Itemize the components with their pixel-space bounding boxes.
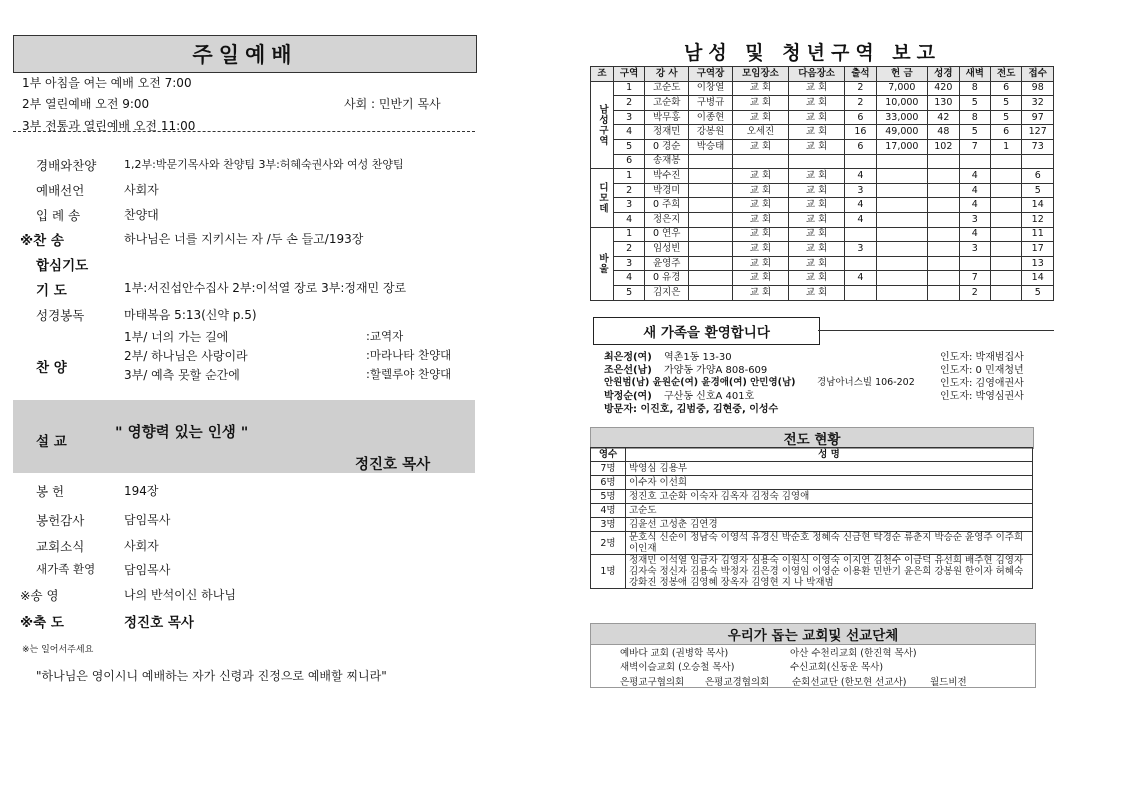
table-cell: 6명 — [591, 476, 626, 490]
report-header: 출석 — [845, 67, 876, 82]
order-value: 1부:서진섭안수집사 2부:이석열 장로 3부:정재민 장로 — [124, 281, 407, 295]
table-cell: 2 — [613, 183, 644, 198]
table-cell: 4 — [959, 227, 990, 242]
welcome-title: 새 가족을 환영합니다 — [593, 317, 820, 345]
district-report-table — [590, 66, 1054, 301]
table-cell: 송재봉 — [645, 154, 689, 169]
table-cell: 3 — [613, 256, 644, 271]
table-header: 영수 — [591, 448, 626, 462]
order-value: 하나님은 너를 지키시는 자 /두 손 들고/193장 — [124, 232, 364, 246]
church-item: 순회선교단 (한모현 선교사) — [792, 677, 907, 688]
table-cell: 1명 — [591, 555, 626, 589]
table-cell — [990, 154, 1021, 169]
table-cell: 1 — [613, 227, 644, 242]
table-cell: 7 — [959, 271, 990, 286]
table-cell — [928, 198, 959, 213]
table-cell — [959, 154, 990, 169]
order-label: 입 례 송 — [36, 208, 81, 223]
table-cell: 14 — [1022, 271, 1054, 286]
table-cell — [689, 285, 733, 300]
order-label: ※송 영 — [20, 588, 59, 603]
table-cell: 정은지 — [645, 212, 689, 227]
table-cell — [990, 242, 1021, 257]
table-cell — [990, 285, 1021, 300]
table-cell: 6 — [990, 81, 1021, 96]
report-header: 강 사 — [645, 67, 689, 82]
group-name: 바울 — [591, 227, 614, 300]
table-cell: 교 회 — [789, 110, 845, 125]
table-cell: 127 — [1022, 125, 1054, 140]
report-header: 다음장소 — [789, 67, 845, 82]
table-cell — [732, 154, 788, 169]
table-cell — [876, 212, 927, 227]
report-header: 새벽 — [959, 67, 990, 82]
table-cell: 0 주희 — [645, 198, 689, 213]
table-cell: 97 — [1022, 110, 1054, 125]
visitors: 방문자: 이진호, 김범중, 김현중, 이성수 — [604, 404, 779, 415]
table-cell — [689, 212, 733, 227]
table-row — [591, 125, 1054, 140]
table-row — [591, 448, 1033, 462]
table-cell — [1022, 154, 1054, 169]
table-row — [591, 518, 1033, 532]
table-cell: 48 — [928, 125, 959, 140]
order-value: 1,2부:박문기목사와 찬양팀 3부:허혜숙권사와 여성 찬양팀 — [124, 158, 404, 171]
table-cell — [990, 198, 1021, 213]
table-cell: 정재민 — [645, 125, 689, 140]
report-header: 구역장 — [689, 67, 733, 82]
newcomer-guide: 인도자: 박영심권사 — [940, 391, 1024, 402]
order-value: 나의 반석이신 하나님 — [124, 588, 236, 602]
table-cell: 17,000 — [876, 139, 927, 154]
table-cell: 420 — [928, 81, 959, 96]
table-cell — [928, 154, 959, 169]
table-cell — [990, 256, 1021, 271]
order-label: 봉 헌 — [36, 484, 65, 499]
order-label: 기 도 — [36, 283, 67, 299]
table-row — [591, 462, 1033, 476]
table-cell: 3 — [959, 212, 990, 227]
table-cell — [689, 256, 733, 271]
table-cell: 5 — [959, 125, 990, 140]
table-cell: 3 — [613, 110, 644, 125]
report-header: 접수 — [1022, 67, 1054, 82]
order-label: 예배선언 — [36, 183, 85, 198]
sermon-label: 설 교 — [36, 434, 67, 450]
table-cell: 5 — [990, 110, 1021, 125]
table-row — [591, 139, 1054, 154]
table-cell: 김윤선 고성춘 김연경 — [626, 518, 1033, 532]
order-value: 정진호 목사 — [124, 615, 194, 631]
praise-label: 찬 양 — [36, 360, 67, 376]
table-cell: 0 경순 — [645, 139, 689, 154]
table-cell: 8 — [959, 81, 990, 96]
table-cell — [990, 212, 1021, 227]
church-item: 은평교경협의회 — [705, 677, 770, 688]
table-cell — [928, 183, 959, 198]
table-cell: 0 연우 — [645, 227, 689, 242]
table-cell: 교 회 — [732, 96, 788, 111]
table-cell — [876, 256, 927, 271]
order-label: 교회소식 — [36, 539, 85, 554]
table-cell — [876, 227, 927, 242]
table-cell: 정진호 고순화 이숙자 김옥자 김정숙 김영애 — [626, 490, 1033, 504]
table-cell: 4 — [845, 198, 876, 213]
table-cell: 교 회 — [732, 139, 788, 154]
table-cell: 7명 — [591, 462, 626, 476]
table-cell: 고순도 — [645, 81, 689, 96]
table-cell: 윤영주 — [645, 256, 689, 271]
table-cell — [928, 256, 959, 271]
church-item: 아산 수천리교회 (한진혁 목사) — [790, 648, 917, 659]
worship-title: 주일예배 — [13, 35, 477, 73]
stand-note: ※는 일어서주세요 — [22, 645, 94, 655]
table-cell — [876, 198, 927, 213]
table-cell: 3명 — [591, 518, 626, 532]
order-value: 마태복음 5:13(신약 p.5) — [124, 308, 257, 322]
table-cell: 4 — [845, 212, 876, 227]
group-name: 남성구역 — [591, 81, 614, 169]
table-cell — [689, 271, 733, 286]
table-row — [591, 212, 1054, 227]
table-cell: 32 — [1022, 96, 1054, 111]
table-cell: 6 — [1022, 169, 1054, 184]
table-cell: 박무홍 — [645, 110, 689, 125]
table-row — [591, 285, 1054, 300]
table-cell: 2 — [959, 285, 990, 300]
table-cell: 2 — [613, 96, 644, 111]
table-row — [591, 227, 1054, 242]
newcomer-guide: 인도자: 0 민재청년 — [940, 365, 1024, 376]
supported-churches-title: 우리가 돕는 교회및 선교단체 — [590, 623, 1036, 645]
newcomer-address: 가양동 가양A 808-609 — [664, 365, 768, 376]
evangelism-table — [590, 447, 1033, 589]
order-value: 사회자 — [124, 183, 159, 197]
order-value: 찬양대 — [124, 208, 159, 222]
table-cell: 교 회 — [789, 183, 845, 198]
table-cell: 교 회 — [732, 198, 788, 213]
table-cell — [876, 242, 927, 257]
welcome-rule — [818, 330, 1054, 331]
preacher: 정진호 목사 — [355, 457, 431, 473]
report-header: 성경 — [928, 67, 959, 82]
report-header: 조 — [591, 67, 614, 82]
table-cell: 4 — [613, 271, 644, 286]
table-cell: 4 — [959, 183, 990, 198]
table-cell: 박수진 — [645, 169, 689, 184]
table-cell: 교 회 — [732, 169, 788, 184]
table-row — [591, 476, 1033, 490]
order-value: 사회자 — [124, 539, 159, 553]
table-cell: 3 — [613, 198, 644, 213]
praise-song: 2부/ 하나님은 사랑이라 — [124, 349, 248, 363]
table-cell: 4 — [613, 125, 644, 140]
table-cell — [845, 285, 876, 300]
table-cell — [845, 256, 876, 271]
table-row — [591, 110, 1054, 125]
order-value: 담임목사 — [124, 563, 171, 577]
table-cell: 4 — [959, 198, 990, 213]
table-cell — [845, 227, 876, 242]
praise-song: 3부/ 예측 못할 순간에 — [124, 368, 240, 382]
table-cell — [689, 242, 733, 257]
praise-by: :할렐루야 찬양대 — [366, 367, 452, 381]
table-cell: 0 유경 — [645, 271, 689, 286]
table-cell: 오세진 — [732, 125, 788, 140]
table-cell — [928, 227, 959, 242]
table-cell: 6 — [845, 110, 876, 125]
table-cell: 5 — [1022, 285, 1054, 300]
table-cell: 3 — [845, 183, 876, 198]
table-cell: 교 회 — [732, 110, 788, 125]
table-cell — [876, 169, 927, 184]
evangelism-title: 전도 현황 — [590, 427, 1034, 449]
table-cell — [845, 154, 876, 169]
table-cell — [928, 242, 959, 257]
service-3: 3부 전통과 열린예배 오전 11:00 — [22, 119, 196, 133]
table-cell: 5 — [990, 96, 1021, 111]
table-header: 성 명 — [626, 448, 1033, 462]
table-row — [591, 504, 1033, 518]
order-label: 봉헌감사 — [36, 513, 85, 528]
table-cell: 6 — [613, 154, 644, 169]
bible-verse: "하나님은 영이시니 예배하는 자가 신령과 진정으로 예배할 찌니라" — [36, 669, 387, 683]
order-label: ※찬 송 — [20, 233, 64, 249]
table-row — [591, 154, 1054, 169]
table-cell: 102 — [928, 139, 959, 154]
table-cell — [928, 271, 959, 286]
newcomer-guide: 인도자: 김영애권사 — [940, 378, 1024, 389]
table-row — [591, 242, 1054, 257]
table-cell: 박경미 — [645, 183, 689, 198]
table-cell: 98 — [1022, 81, 1054, 96]
table-cell: 7 — [959, 139, 990, 154]
church-item: 새벽이슬교회 (오승철 목사) — [620, 662, 735, 673]
table-cell — [689, 198, 733, 213]
table-row — [591, 555, 1033, 589]
table-cell: 2 — [845, 96, 876, 111]
table-cell: 교 회 — [789, 125, 845, 140]
table-cell: 3 — [959, 242, 990, 257]
table-cell: 11 — [1022, 227, 1054, 242]
table-cell: 4 — [845, 169, 876, 184]
church-item: 은평교구협의회 — [620, 677, 685, 688]
table-cell: 교 회 — [732, 81, 788, 96]
table-cell: 교 회 — [789, 227, 845, 242]
table-cell — [990, 227, 1021, 242]
table-cell: 강봉원 — [689, 125, 733, 140]
church-item: 예바다 교회 (권병학 목사) — [620, 648, 729, 659]
table-cell: 2명 — [591, 532, 626, 555]
table-cell: 2 — [845, 81, 876, 96]
table-cell: 4 — [959, 169, 990, 184]
sermon-title: " 영향력 있는 인생 " — [115, 425, 249, 441]
service-1: 1부 아침을 여는 예배 오전 7:00 — [22, 76, 192, 90]
table-cell: 1 — [613, 169, 644, 184]
table-cell: 고순도 — [626, 504, 1033, 518]
table-cell — [689, 183, 733, 198]
table-cell: 1 — [613, 81, 644, 96]
table-cell: 14 — [1022, 198, 1054, 213]
table-cell: 16 — [845, 125, 876, 140]
table-cell: 교 회 — [789, 271, 845, 286]
table-cell — [876, 154, 927, 169]
table-cell: 5 — [613, 285, 644, 300]
table-cell — [928, 285, 959, 300]
table-cell: 교 회 — [732, 271, 788, 286]
table-cell — [876, 183, 927, 198]
table-row — [591, 256, 1054, 271]
table-row — [591, 490, 1033, 504]
newcomer-address: 경남아너스빌 106-202 — [817, 377, 915, 388]
service-leader: 사회 : 민반기 목사 — [344, 97, 441, 111]
table-cell: 교 회 — [732, 242, 788, 257]
table-cell: 교 회 — [789, 242, 845, 257]
report-header: 헌 금 — [876, 67, 927, 82]
table-cell: 4명 — [591, 504, 626, 518]
order-label: 합심기도 — [36, 258, 89, 274]
table-cell: 임성빈 — [645, 242, 689, 257]
service-2: 2부 열린예배 오전 9:00 — [22, 97, 150, 111]
table-cell: 7,000 — [876, 81, 927, 96]
table-row — [591, 169, 1054, 184]
table-cell: 교 회 — [732, 227, 788, 242]
newcomer-name: 최은정(여) — [604, 352, 652, 363]
table-cell: 교 회 — [789, 96, 845, 111]
table-cell: 김지은 — [645, 285, 689, 300]
table-cell: 1 — [990, 139, 1021, 154]
table-cell: 4 — [845, 271, 876, 286]
table-cell: 고순화 — [645, 96, 689, 111]
table-cell — [689, 169, 733, 184]
table-row — [591, 183, 1054, 198]
newcomer-guide: 인도자: 박재범집사 — [940, 352, 1024, 363]
table-row — [591, 198, 1054, 213]
table-cell — [928, 169, 959, 184]
table-cell: 13 — [1022, 256, 1054, 271]
table-cell: 교 회 — [732, 183, 788, 198]
table-cell: 이창열 — [689, 81, 733, 96]
table-cell: 5 — [959, 96, 990, 111]
table-cell: 교 회 — [789, 139, 845, 154]
table-cell: 교 회 — [732, 212, 788, 227]
newcomer-address: 구산동 신호A 401호 — [664, 391, 755, 402]
praise-by: :교역자 — [366, 329, 404, 343]
table-row — [591, 96, 1054, 111]
table-cell: 교 회 — [789, 81, 845, 96]
order-value: 194장 — [124, 484, 159, 498]
table-cell: 박영심 김용부 — [626, 462, 1033, 476]
table-cell — [789, 154, 845, 169]
newcomer-name: 안원범(남) 윤원순(여) 윤경애(여) 안민영(남) — [604, 377, 796, 388]
praise-song: 1부/ 너의 가는 길에 — [124, 330, 229, 344]
order-label: 성경봉독 — [36, 308, 85, 323]
table-row — [591, 81, 1054, 96]
report-header: 구역 — [613, 67, 644, 82]
table-cell: 6 — [845, 139, 876, 154]
table-cell — [990, 169, 1021, 184]
table-cell — [876, 271, 927, 286]
order-value: 담임목사 — [124, 513, 171, 527]
table-cell: 6 — [990, 125, 1021, 140]
table-cell — [689, 227, 733, 242]
table-cell: 42 — [928, 110, 959, 125]
order-label: 새가족 환영 — [36, 562, 96, 576]
table-cell — [990, 271, 1021, 286]
table-cell: 교 회 — [732, 285, 788, 300]
table-cell — [928, 212, 959, 227]
table-cell: 교 회 — [789, 212, 845, 227]
table-cell: 문호식 신순이 정남숙 이영석 유경신 박순호 정혜숙 신금현 탁경순 류춘지 박승순 윤영주 이주희 이인재 — [626, 532, 1033, 555]
table-cell: 교 회 — [789, 285, 845, 300]
table-cell: 73 — [1022, 139, 1054, 154]
church-item: 수신교회(신동운 목사) — [790, 662, 884, 673]
table-cell: 교 회 — [789, 198, 845, 213]
order-label: ※축 도 — [20, 615, 64, 631]
table-cell: 17 — [1022, 242, 1054, 257]
report-title: 남성 및 청년구역 보고 — [683, 42, 942, 64]
table-cell: 교 회 — [789, 169, 845, 184]
table-cell: 8 — [959, 110, 990, 125]
table-cell: 정재민 이석열 임금자 김영자 심용숙 이원식 이영숙 이지연 김천수 이금덕 유선희 배주현 김영자 김자숙 정신자 김용숙 박정자 김은경 이영임 이영순 이용환 민반기 윤은희 강봉원 한이자 허혜숙 강화진 정봉애 김영혜 장옥자 김영현 지 나 박재범 — [626, 555, 1033, 589]
divider — [13, 131, 475, 132]
table-cell — [959, 256, 990, 271]
table-cell: 130 — [928, 96, 959, 111]
newcomer-name: 조은선(남) — [604, 365, 652, 376]
table-cell — [990, 183, 1021, 198]
table-cell: 33,000 — [876, 110, 927, 125]
group-name: 디모데 — [591, 169, 614, 227]
newcomer-address: 역촌1동 13-30 — [664, 352, 732, 363]
order-label: 경배와찬양 — [36, 158, 97, 173]
table-cell: 5 — [613, 139, 644, 154]
table-row — [591, 532, 1033, 555]
table-cell: 5명 — [591, 490, 626, 504]
table-row — [591, 271, 1054, 286]
table-cell: 이종현 — [689, 110, 733, 125]
table-cell: 교 회 — [789, 256, 845, 271]
table-cell: 3 — [845, 242, 876, 257]
table-cell — [689, 154, 733, 169]
praise-by: :마라나타 찬양대 — [366, 348, 452, 362]
table-cell: 이수자 이선희 — [626, 476, 1033, 490]
church-item: 월드비전 — [930, 677, 967, 688]
report-header: 모임장소 — [732, 67, 788, 82]
table-cell: 10,000 — [876, 96, 927, 111]
table-cell: 2 — [613, 242, 644, 257]
table-cell: 5 — [1022, 183, 1054, 198]
table-cell: 12 — [1022, 212, 1054, 227]
newcomer-name: 박정순(여) — [604, 391, 652, 402]
table-cell — [876, 285, 927, 300]
table-cell: 4 — [613, 212, 644, 227]
table-cell: 49,000 — [876, 125, 927, 140]
report-header: 전도 — [990, 67, 1021, 82]
table-cell: 구병규 — [689, 96, 733, 111]
table-cell: 교 회 — [732, 256, 788, 271]
table-cell: 박승태 — [689, 139, 733, 154]
